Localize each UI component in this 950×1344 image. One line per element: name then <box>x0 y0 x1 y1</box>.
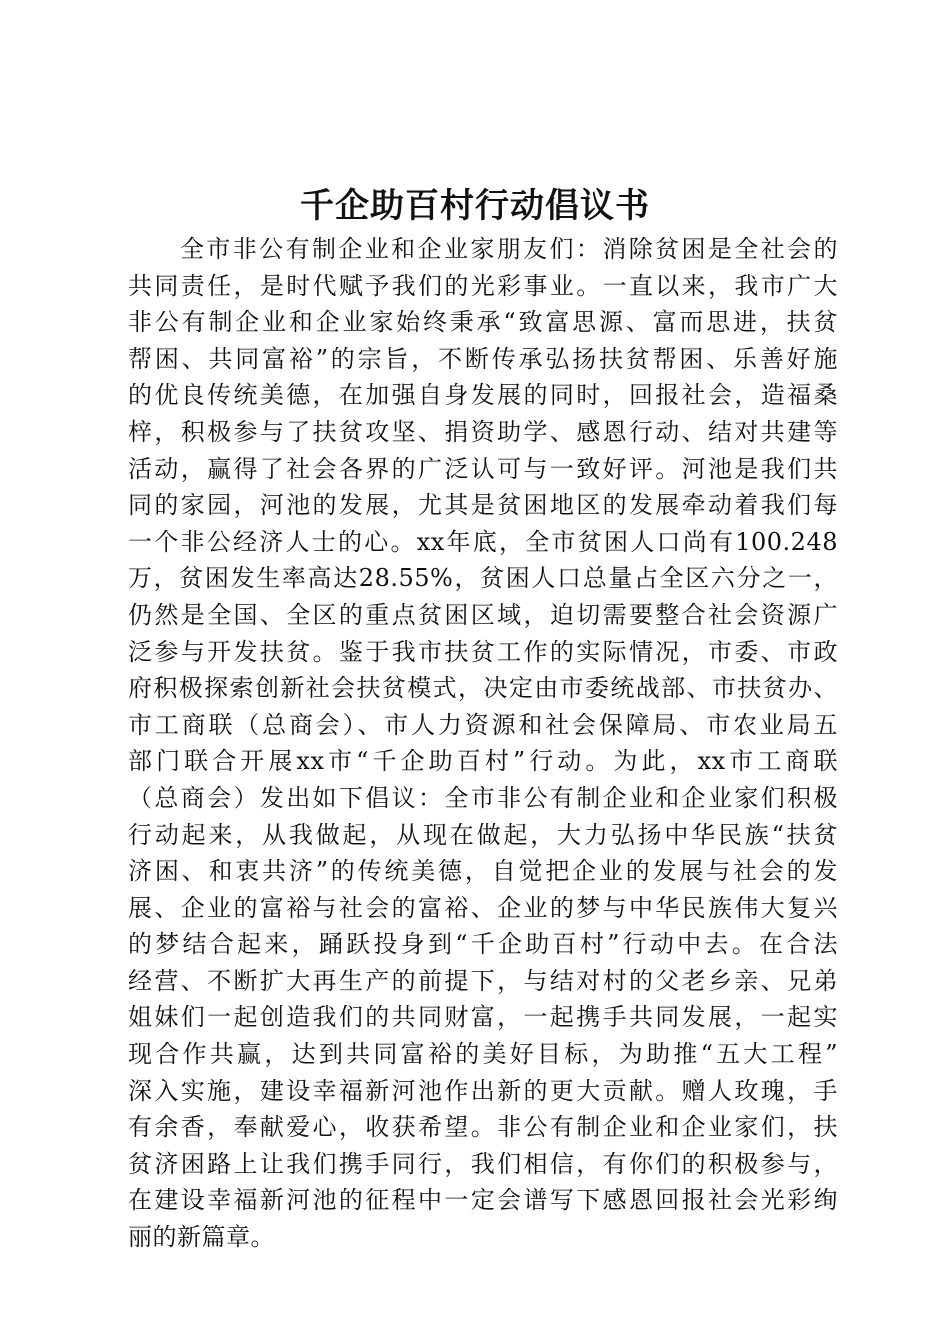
body-line: 有余香，奉献爱心，收获希望。非公有制企业和企业家们，扶 <box>128 1113 838 1142</box>
body-line: 现合作共赢，达到共同富裕的美好目标，为助推“五大工程” <box>128 1040 838 1069</box>
body-line: 贫济困路上让我们携手同行，我们相信，有你们的积极参与， <box>128 1149 838 1178</box>
body-line: 仍然是全国、全区的重点贫困区域，迫切需要整合社会资源广 <box>128 600 838 629</box>
body-line: 活动，赢得了社会各界的广泛认可与一致好评。河池是我们共 <box>128 454 838 483</box>
body-line: 非公有制企业和企业家始终秉承“致富思源、富而思进，扶贫 <box>128 308 838 337</box>
body-line: 的梦结合起来，踊跃投身到“千企助百村”行动中去。在合法 <box>128 930 838 959</box>
body-line: 同的家园，河池的发展，尤其是贫困地区的发展牵动着我们每 <box>128 491 838 520</box>
body-line: 丽的新篇章。 <box>128 1223 275 1252</box>
body-line: 梓，积极参与了扶贫攻坚、捐资助学、感恩行动、结对共建等 <box>128 417 838 446</box>
body-line: 府积极探索创新社会扶贫模式，决定由市委统战部、市扶贫办、 <box>128 674 838 703</box>
body-line: 在建设幸福新河池的征程中一定会谱写下感恩回报社会光彩绚 <box>128 1186 838 1215</box>
body-line: 行动起来，从我做起，从现在做起，大力弘扬中华民族“扶贫 <box>128 820 838 849</box>
body-line: 展、企业的富裕与社会的富裕、企业的梦与中华民族伟大复兴 <box>128 893 838 922</box>
body-line: 泛参与开发扶贫。鉴于我市扶贫工作的实际情况，市委、市政 <box>128 637 838 666</box>
body-line: 部门联合开展xx市“千企助百村”行动。为此，xx市工商联 <box>128 747 838 776</box>
body-line: 姐妹们一起创造我们的共同财富，一起携手共同发展，一起实 <box>128 1003 838 1032</box>
body-line: 万，贫困发生率高达28.55%，贫困人口总量占全区六分之一， <box>128 564 838 593</box>
body-line: 帮困、共同富裕”的宗旨，不断传承弘扬扶贫帮困、乐善好施 <box>128 344 838 373</box>
body-line: 经营、不断扩大再生产的前提下，与结对村的父老乡亲、兄弟 <box>128 966 838 995</box>
body-line: 一个非公经济人士的心。xx年底，全市贫困人口尚有100.248 <box>128 527 838 556</box>
document-title: 千企助百村行动倡议书 <box>300 186 650 226</box>
body-line: 全市非公有制企业和企业家朋友们：消除贫困是全社会的 <box>180 235 838 263</box>
document-body <box>128 231 838 1256</box>
body-line: 的优良传统美德，在加强自身发展的同时，回报社会，造福桑 <box>128 381 838 410</box>
body-line: 市工商联（总商会）、市人力资源和社会保障局、市农业局五 <box>128 710 838 739</box>
body-line: 深入实施，建设幸福新河池作出新的更大贡献。赠人玫瑰，手 <box>128 1076 838 1105</box>
body-line: 共同责任，是时代赋予我们的光彩事业。一直以来，我市广大 <box>128 271 838 300</box>
body-line: 济困、和衷共济”的传统美德，自觉把企业的发展与社会的发 <box>128 857 838 886</box>
body-line: （总商会）发出如下倡议：全市非公有制企业和企业家们积极 <box>128 783 838 812</box>
